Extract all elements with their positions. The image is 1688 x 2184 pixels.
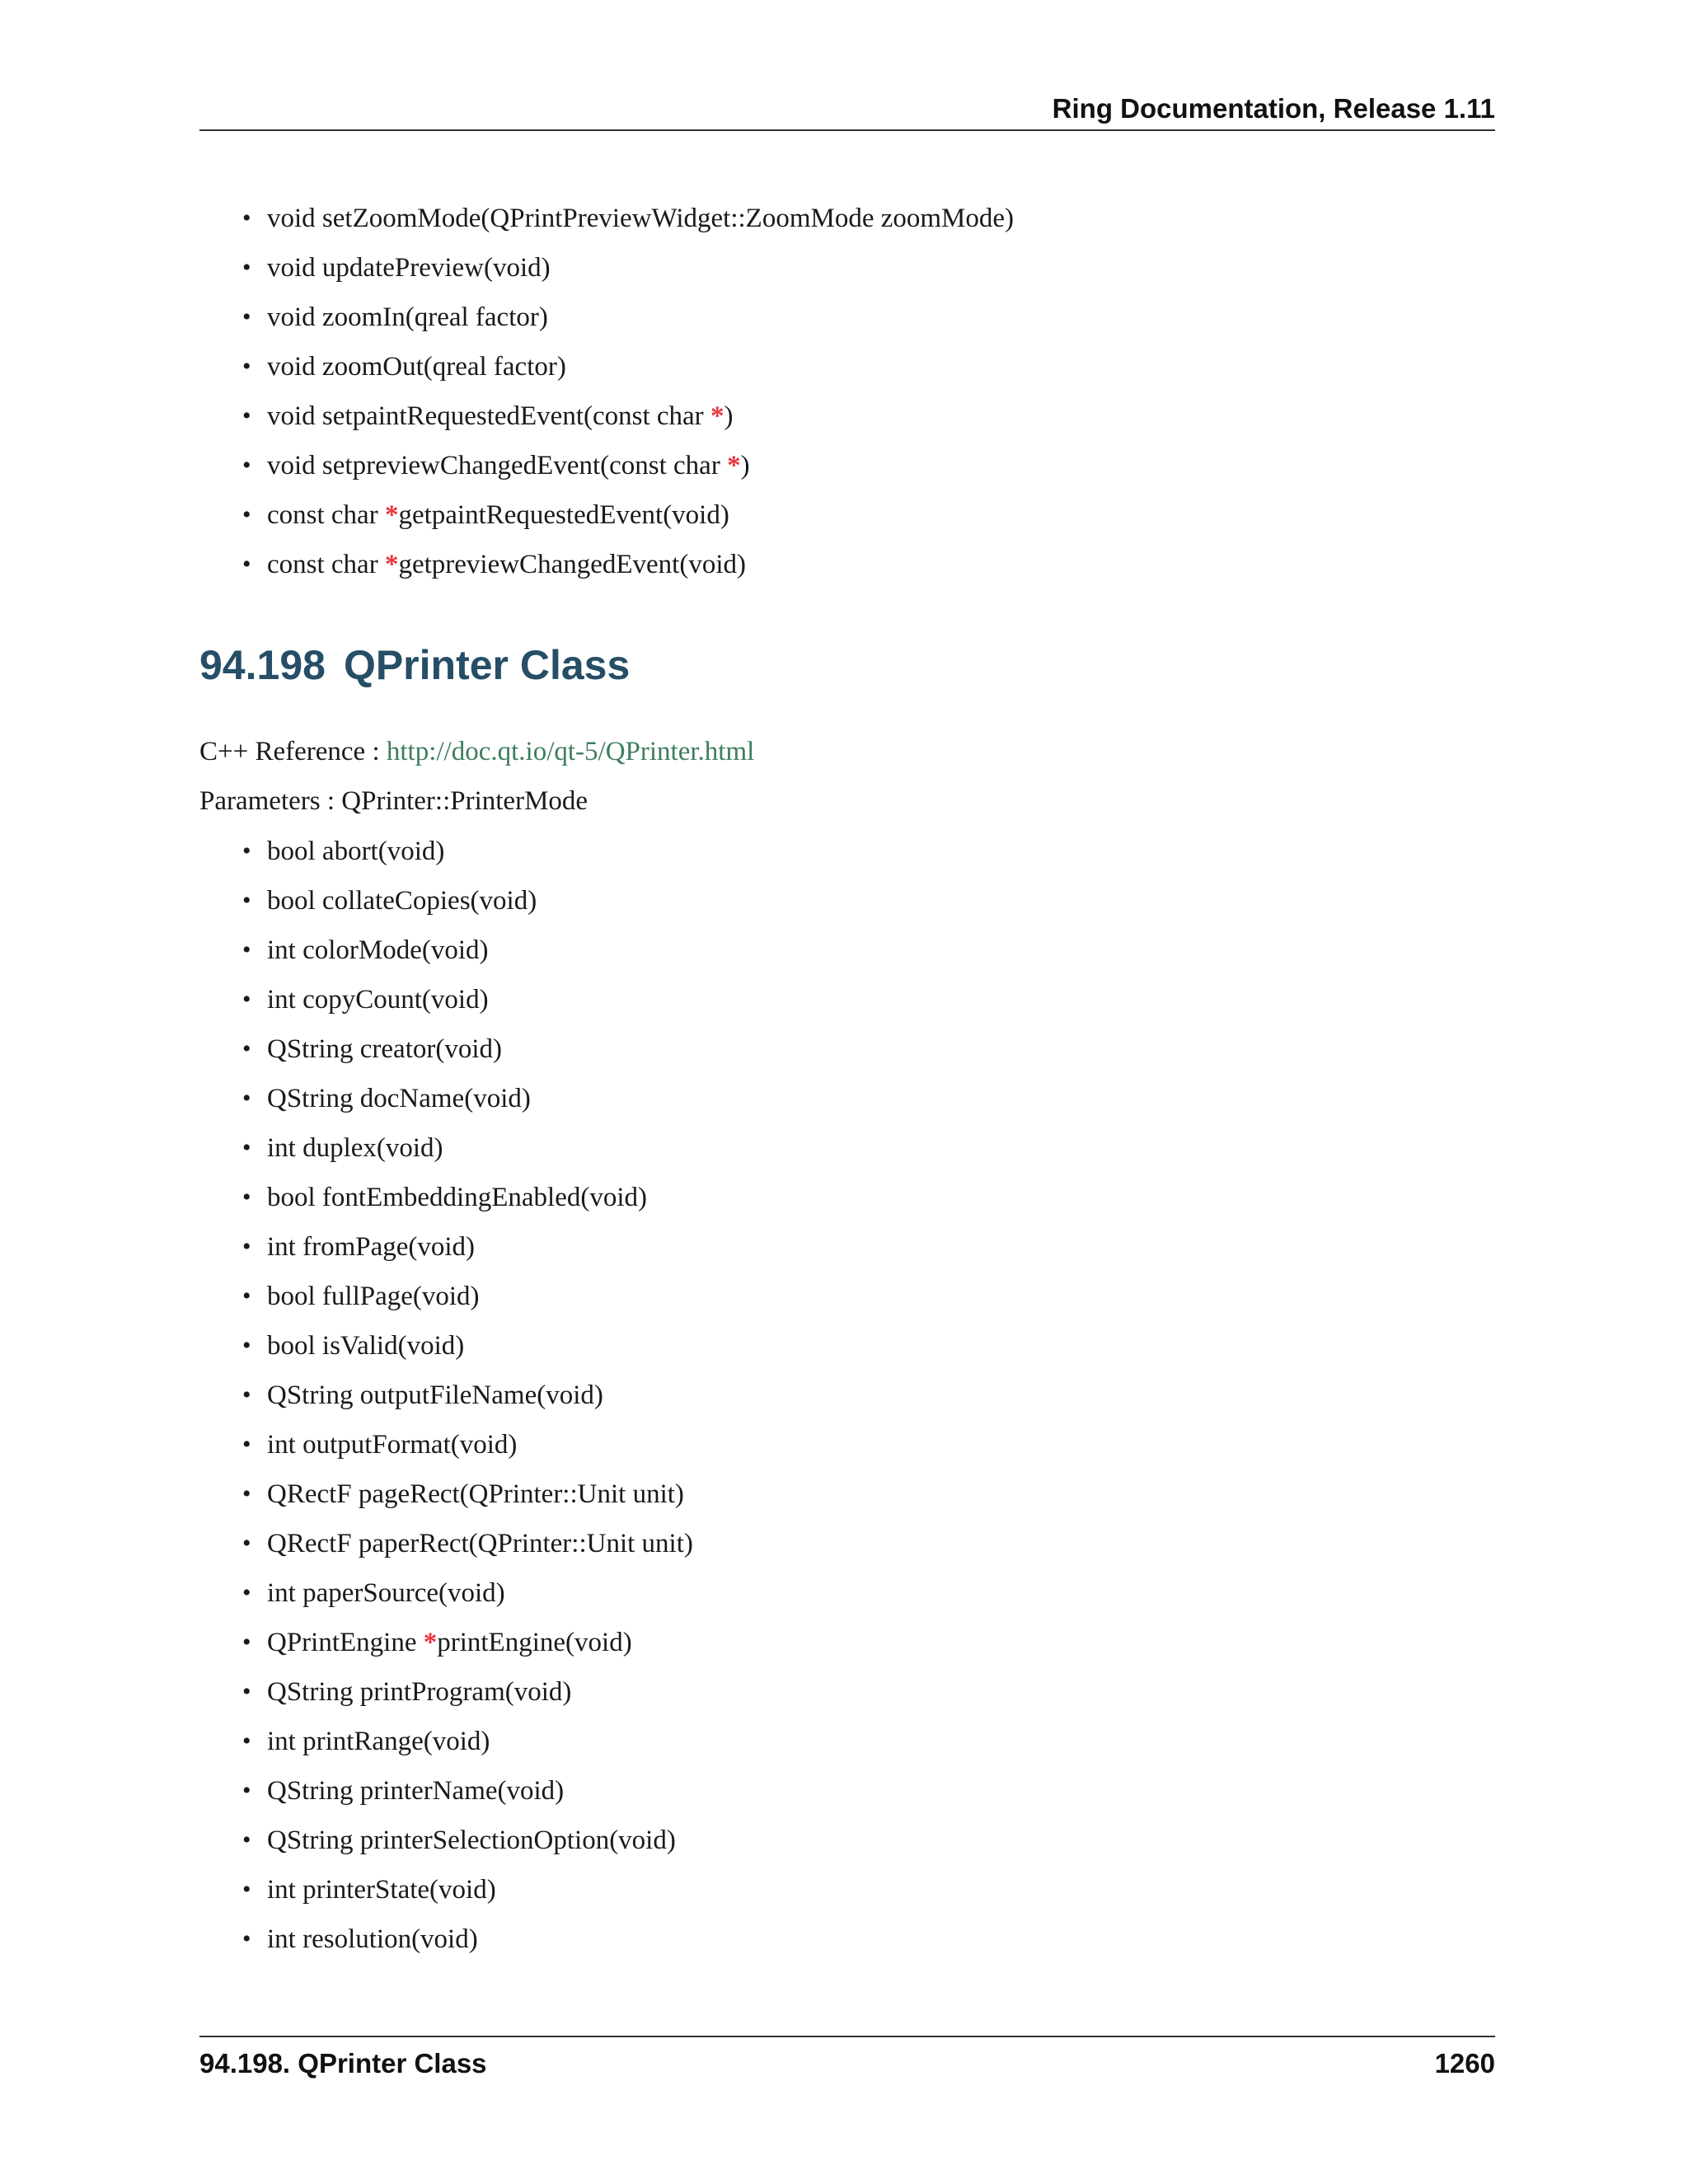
method-list-item xyxy=(242,391,1014,441)
method-list-item xyxy=(242,342,1014,391)
reference-link[interactable]: http://doc.qt.io/qt-5/QPrinter.html xyxy=(386,737,755,766)
method-signature-text: const char xyxy=(267,500,385,530)
bullet-icon: • xyxy=(242,551,251,578)
method-list-item xyxy=(242,1865,693,1915)
method-list-item xyxy=(242,1717,693,1766)
bullet-icon: • xyxy=(242,1035,251,1062)
method-list-item xyxy=(242,1123,693,1173)
bullet-icon: • xyxy=(242,1332,251,1359)
bullet-icon: • xyxy=(242,1381,251,1408)
cpp-reference-line xyxy=(199,731,754,772)
method-signature-text: void zoomOut(qreal factor) xyxy=(267,352,566,382)
page-footer xyxy=(199,2036,1495,2087)
method-signature-text: QString printerSelectionOption(void) xyxy=(267,1825,676,1855)
method-signature-text: QString printerName(void) xyxy=(267,1776,565,1806)
bullet-icon: • xyxy=(242,1233,251,1260)
bullet-icon: • xyxy=(242,204,251,232)
method-signature-text: int duplex(void) xyxy=(267,1133,443,1163)
bullet-icon: • xyxy=(242,1183,251,1211)
method-signature-text: bool collateCopies(void) xyxy=(267,886,537,916)
method-signature-text: QString printProgram(void) xyxy=(267,1677,572,1707)
method-signature-text: const char xyxy=(267,550,385,579)
method-list-item xyxy=(242,1371,693,1420)
pointer-star: * xyxy=(384,550,399,579)
method-list-item xyxy=(242,876,693,926)
bullet-icon: • xyxy=(242,1727,251,1755)
method-list-item xyxy=(242,1618,693,1667)
method-signature-text: printEngine(void) xyxy=(437,1628,632,1657)
method-signature-text: void setZoomMode(QPrintPreviewWidget::ZoomMode zoomMode) xyxy=(267,204,1015,233)
method-signature-text: bool fontEmbeddingEnabled(void) xyxy=(267,1183,647,1212)
section-heading xyxy=(199,636,630,694)
method-signature-text: int paperSource(void) xyxy=(267,1578,505,1608)
method-signature-text: bool isValid(void) xyxy=(267,1331,465,1361)
section-number: 94.198 xyxy=(199,642,326,688)
method-signature-text: bool abort(void) xyxy=(267,837,445,866)
method-list-preview xyxy=(242,194,1014,589)
method-list-item xyxy=(242,243,1014,293)
bullet-icon: • xyxy=(242,501,251,528)
method-signature-text: getpaintRequestedEvent(void) xyxy=(398,500,729,530)
method-signature-text: void updatePreview(void) xyxy=(267,253,551,283)
bullet-icon: • xyxy=(242,254,251,281)
method-list-item xyxy=(242,1568,693,1618)
bullet-icon: • xyxy=(242,1530,251,1557)
method-signature-text: int printRange(void) xyxy=(267,1727,490,1756)
method-signature-text: QRectF paperRect(QPrinter::Unit unit) xyxy=(267,1529,693,1558)
bullet-icon: • xyxy=(242,1579,251,1606)
bullet-icon: • xyxy=(242,1282,251,1310)
bullet-icon: • xyxy=(242,353,251,380)
method-list-item xyxy=(242,1469,693,1519)
bullet-icon: • xyxy=(242,1826,251,1854)
method-signature-text: ) xyxy=(724,401,734,431)
method-list-item xyxy=(242,1667,693,1717)
method-signature-text: QRectF pageRect(QPrinter::Unit unit) xyxy=(267,1479,684,1509)
method-list-item xyxy=(242,1420,693,1469)
method-list-item xyxy=(242,1519,693,1568)
method-list-item xyxy=(242,1074,693,1123)
bullet-icon: • xyxy=(242,402,251,429)
method-list-item xyxy=(242,1024,693,1074)
pointer-star: * xyxy=(423,1628,438,1657)
method-signature-text: void setpreviewChangedEvent(const char xyxy=(267,451,728,480)
page-header xyxy=(199,92,1495,131)
method-list-item xyxy=(242,1222,693,1272)
method-list-item xyxy=(242,194,1014,243)
page-number: 1260 xyxy=(1434,2048,1495,2079)
method-list-item xyxy=(242,1766,693,1816)
method-list-item xyxy=(242,1272,693,1321)
document-title: Ring Documentation, Release 1.11 xyxy=(1052,93,1495,124)
bullet-icon: • xyxy=(242,452,251,479)
bullet-icon: • xyxy=(242,1431,251,1458)
bullet-icon: • xyxy=(242,1678,251,1705)
method-signature-text: bool fullPage(void) xyxy=(267,1282,480,1311)
method-signature-text: int printerState(void) xyxy=(267,1875,496,1905)
bullet-icon: • xyxy=(242,1925,251,1952)
method-list-qprinter xyxy=(242,827,693,1964)
bullet-icon: • xyxy=(242,887,251,914)
method-list-item xyxy=(242,1321,693,1371)
method-list-item xyxy=(242,293,1014,342)
method-signature-text: int fromPage(void) xyxy=(267,1232,476,1262)
method-signature-text: QString outputFileName(void) xyxy=(267,1380,603,1410)
method-list-item xyxy=(242,490,1014,540)
method-signature-text: int copyCount(void) xyxy=(267,985,489,1015)
method-signature-text: QString creator(void) xyxy=(267,1034,502,1064)
method-signature-text: getpreviewChangedEvent(void) xyxy=(398,550,746,579)
bullet-icon: • xyxy=(242,1777,251,1804)
method-signature-text: int colorMode(void) xyxy=(267,935,489,965)
method-signature-text: int outputFormat(void) xyxy=(267,1430,518,1460)
bullet-icon: • xyxy=(242,1629,251,1656)
parameters-line: Parameters : QPrinter::PrinterMode xyxy=(199,786,588,816)
method-list-item xyxy=(242,540,1014,589)
pointer-star: * xyxy=(384,500,399,530)
bullet-icon: • xyxy=(242,1134,251,1161)
bullet-icon: • xyxy=(242,1876,251,1903)
method-list-item xyxy=(242,827,693,876)
bullet-icon: • xyxy=(242,837,251,865)
method-signature-text: int resolution(void) xyxy=(267,1924,478,1954)
bullet-icon: • xyxy=(242,986,251,1013)
section-title: QPrinter Class xyxy=(343,642,631,688)
method-list-item xyxy=(242,441,1014,490)
bullet-icon: • xyxy=(242,936,251,963)
bullet-icon: • xyxy=(242,1480,251,1507)
method-list-item xyxy=(242,1816,693,1865)
bullet-icon: • xyxy=(242,1085,251,1112)
method-list-item xyxy=(242,1915,693,1964)
bullet-icon: • xyxy=(242,303,251,330)
method-signature-text: QPrintEngine xyxy=(267,1628,424,1657)
method-signature-text: void setpaintRequestedEvent(const char xyxy=(267,401,710,431)
footer-section-label: 94.198. QPrinter Class xyxy=(199,2048,487,2079)
method-signature-text: QString docName(void) xyxy=(267,1084,531,1113)
method-list-item xyxy=(242,975,693,1024)
method-list-item xyxy=(242,926,693,975)
pointer-star: * xyxy=(727,451,741,480)
method-signature-text: ) xyxy=(740,451,750,480)
method-signature-text: void zoomIn(qreal factor) xyxy=(267,302,548,332)
reference-label: C++ Reference : xyxy=(199,737,387,766)
pointer-star: * xyxy=(710,401,724,431)
method-list-item xyxy=(242,1173,693,1222)
